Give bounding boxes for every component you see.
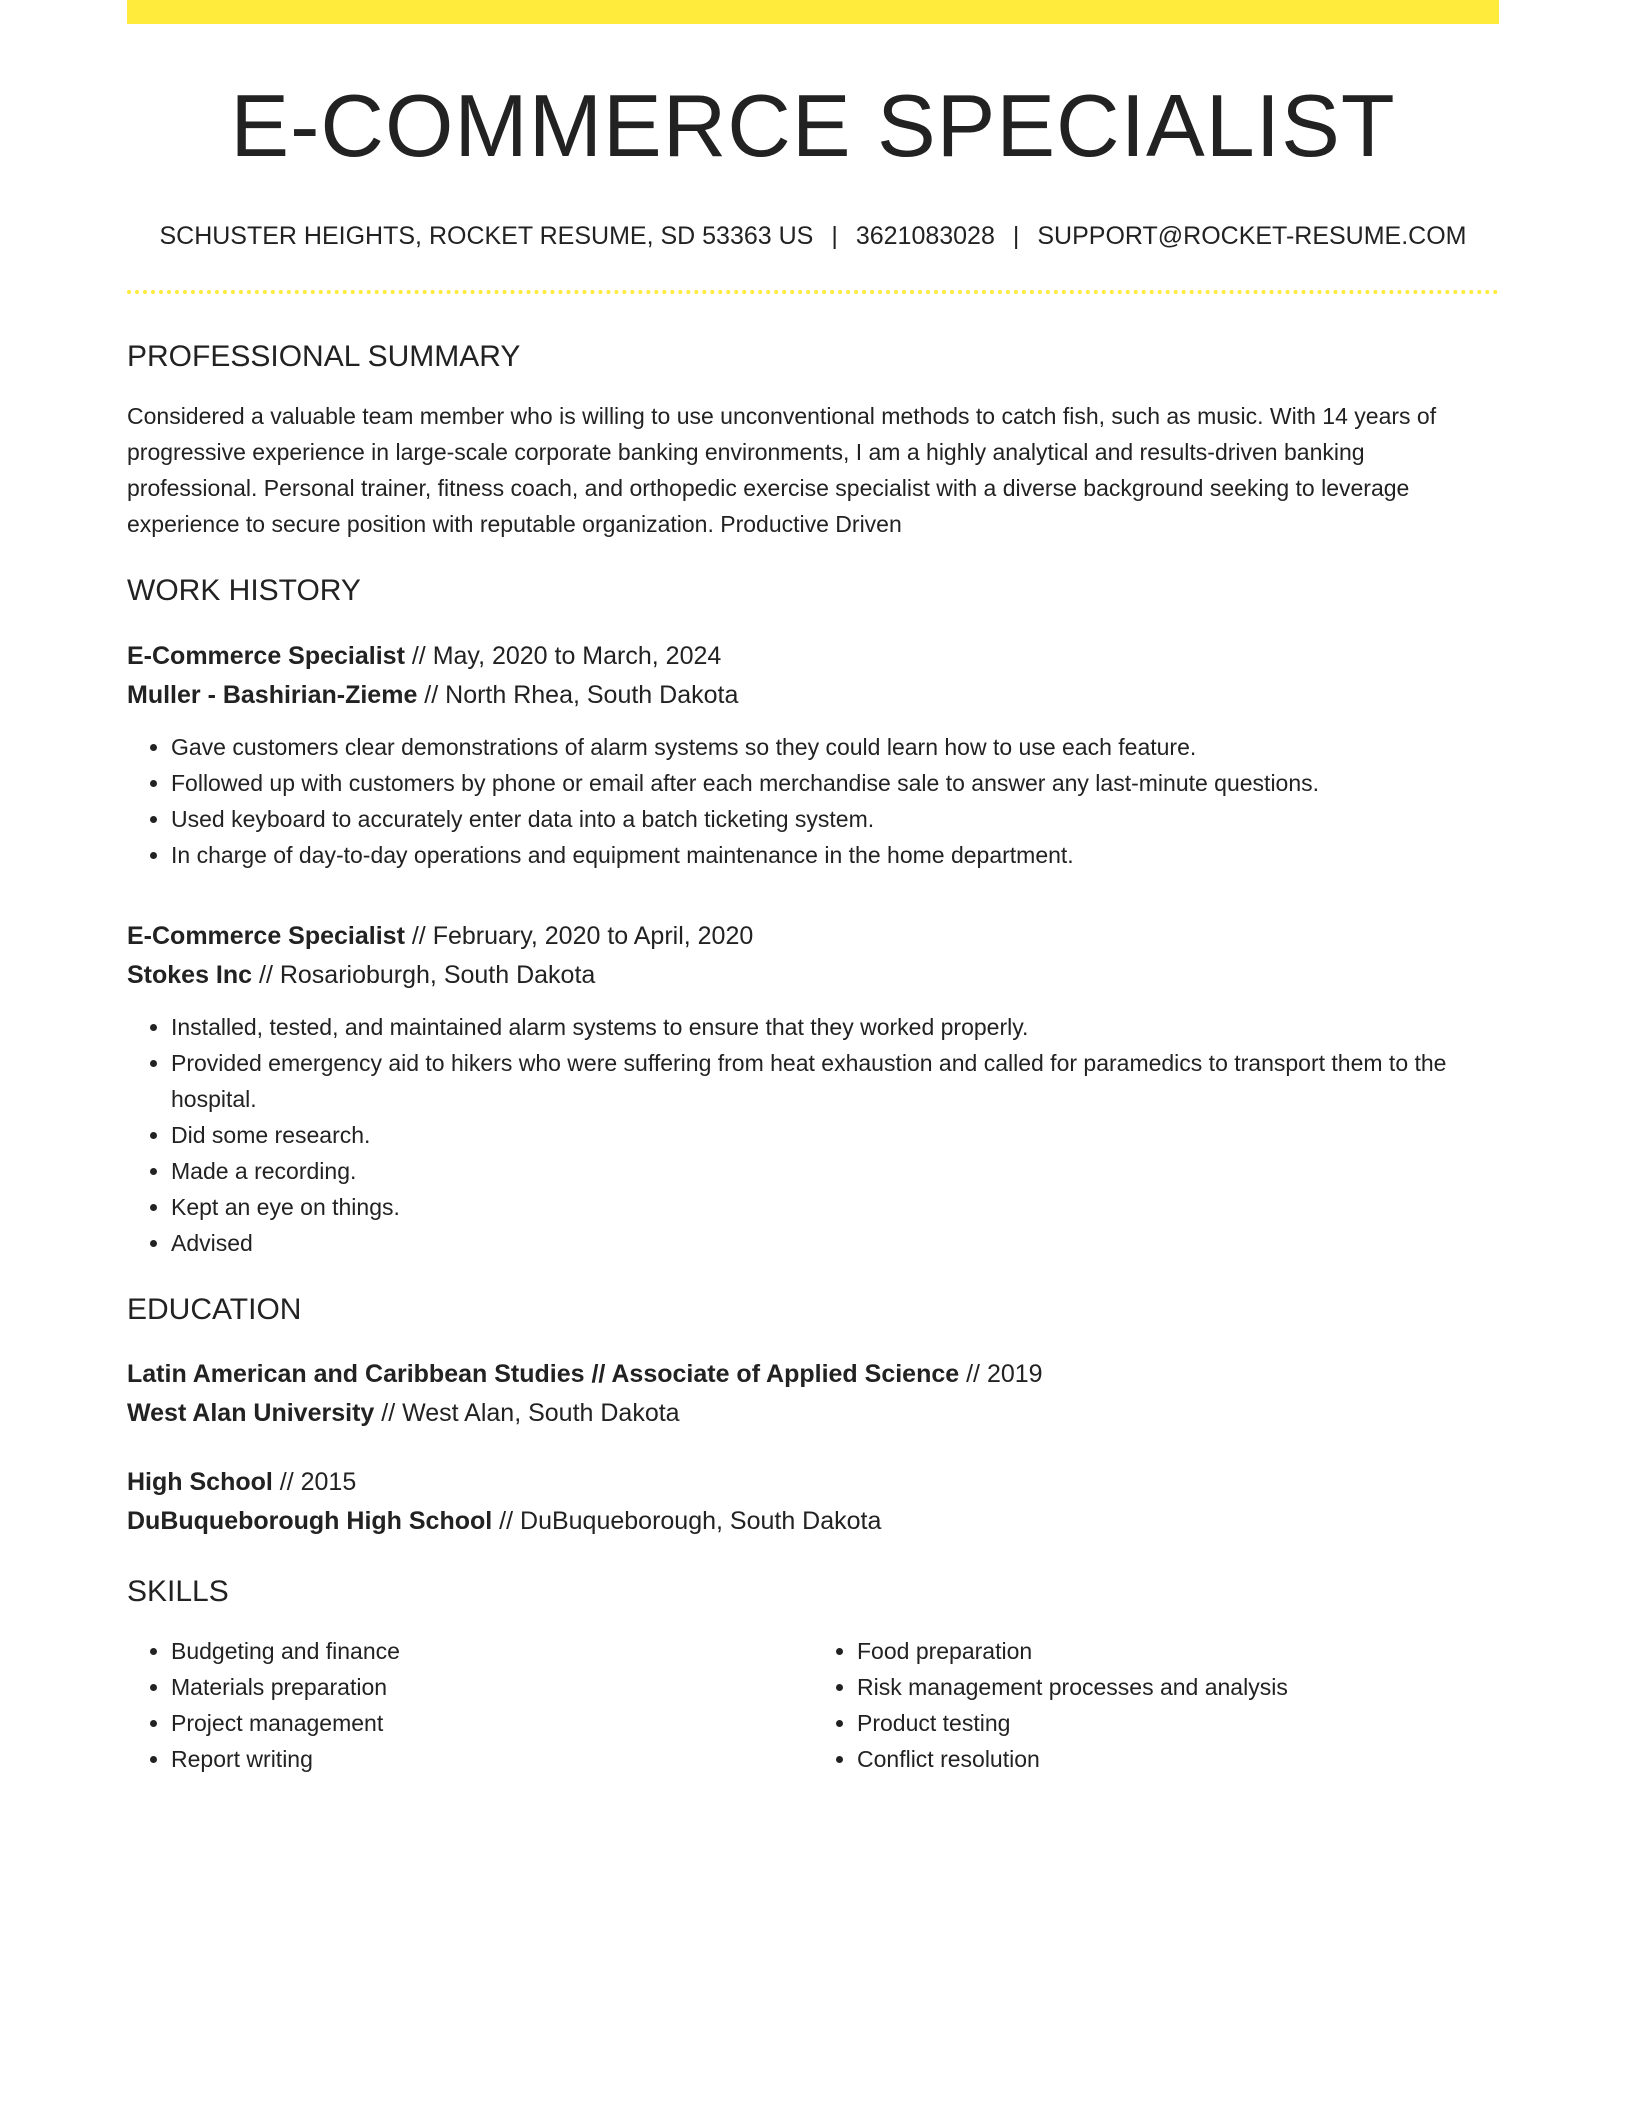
job-company: Stokes Inc [127,961,253,989]
skills-list-left [127,1633,813,1777]
graduation-year: // 2015 [272,1468,357,1496]
school-line [127,1394,1499,1433]
education-entry [127,1463,1499,1541]
contact-separator: | [1012,222,1020,250]
skills-heading: SKILLS [127,1575,229,1608]
list-item: • Gave customers clear demonstrations of alarm systems so they could learn how to use each feature. [171,729,1499,765]
list-item: • Made a recording. [171,1153,1499,1189]
degree-line [127,1463,1499,1502]
degree: Latin American and Caribbean Studies // Associate of Applied Science [127,1360,960,1388]
contact-line [127,224,1499,249]
summary-heading: PROFESSIONAL SUMMARY [127,340,521,373]
list-item: • Kept an eye on things. [171,1189,1499,1225]
list-item: • Installed, tested, and maintained alarm systems to ensure that they worked properly. [171,1009,1499,1045]
resume-page [127,0,1499,1777]
contact-phone: 3621083028 [855,222,995,250]
list-item: • Project management [171,1705,813,1741]
job-company-line [127,676,1499,715]
list-item: • Materials preparation [171,1669,813,1705]
job-title-line [127,917,1499,956]
job-bullets [127,729,1499,873]
education-heading: EDUCATION [127,1293,302,1326]
education-entry [127,1355,1499,1433]
list-item: • Risk management processes and analysis [857,1669,1499,1705]
job-title-line [127,637,1499,676]
job-company-line [127,956,1499,995]
degree-line [127,1355,1499,1394]
resume-title: E-COMMERCE SPECIALIST [230,76,1396,175]
contact-address: SCHUSTER HEIGHTS, ROCKET RESUME, SD 53363 US [159,222,814,250]
job-location: // Rosarioburgh, South Dakota [252,961,596,989]
contact-separator: | [831,222,838,250]
list-item: • Budgeting and finance [171,1633,813,1669]
list-item: • Did some research. [171,1117,1499,1153]
list-item: • Food preparation [857,1633,1499,1669]
school-line [127,1502,1499,1541]
skills-list-right [813,1633,1499,1777]
list-item: • Conflict resolution [857,1741,1499,1777]
school-location: // West Alan, South Dakota [374,1399,680,1427]
job-title: E-Commerce Specialist [127,922,405,950]
job-dates: // May, 2020 to March, 2024 [404,642,722,670]
summary-text: Considered a valuable team member who is willing to use unconventional methods to catch fish, such as music. With 14 years of progressive experience in large-scale corporate banking environments, I am a highly analytical and results-driven banking professional. Personal trainer, fitness coach, and orthopedic exercise specialist with a diverse background seeking to leverage experience to secure position with reputable organization. Productive Driven [127,403,1437,537]
school-name: DuBuqueborough High School [127,1507,493,1535]
accent-bar [127,0,1499,24]
graduation-year: // 2019 [959,1360,1043,1388]
list-item: • Provided emergency aid to hikers who were suffering from heat exhaustion and called for paramedics to transport them to the hospital. [171,1045,1499,1117]
list-item: • Product testing [857,1705,1499,1741]
job-entry [127,917,1499,1261]
job-company: Muller - Bashirian-Zieme [127,681,418,709]
skills-columns [127,1633,1499,1777]
school-location: // DuBuqueborough, South Dakota [492,1507,882,1535]
job-entry [127,637,1499,873]
job-title: E-Commerce Specialist [127,642,405,670]
list-item: • Used keyboard to accurately enter data into a batch ticketing system. [171,801,1499,837]
list-item: • Advised [171,1225,1499,1261]
dotted-divider [127,290,1499,294]
job-dates: // February, 2020 to April, 2020 [404,922,754,950]
work-history-heading: WORK HISTORY [127,574,361,607]
job-bullets [127,1009,1499,1261]
degree: High School [127,1468,273,1496]
job-location: // North Rhea, South Dakota [417,681,739,709]
school-name: West Alan University [127,1399,375,1427]
contact-email: SUPPORT@ROCKET-RESUME.COM [1037,222,1467,250]
list-item: • In charge of day-to-day operations and equipment maintenance in the home department. [171,837,1499,873]
list-item: • Followed up with customers by phone or email after each merchandise sale to answer any last-minute questions. [171,765,1499,801]
list-item: • Report writing [171,1741,813,1777]
